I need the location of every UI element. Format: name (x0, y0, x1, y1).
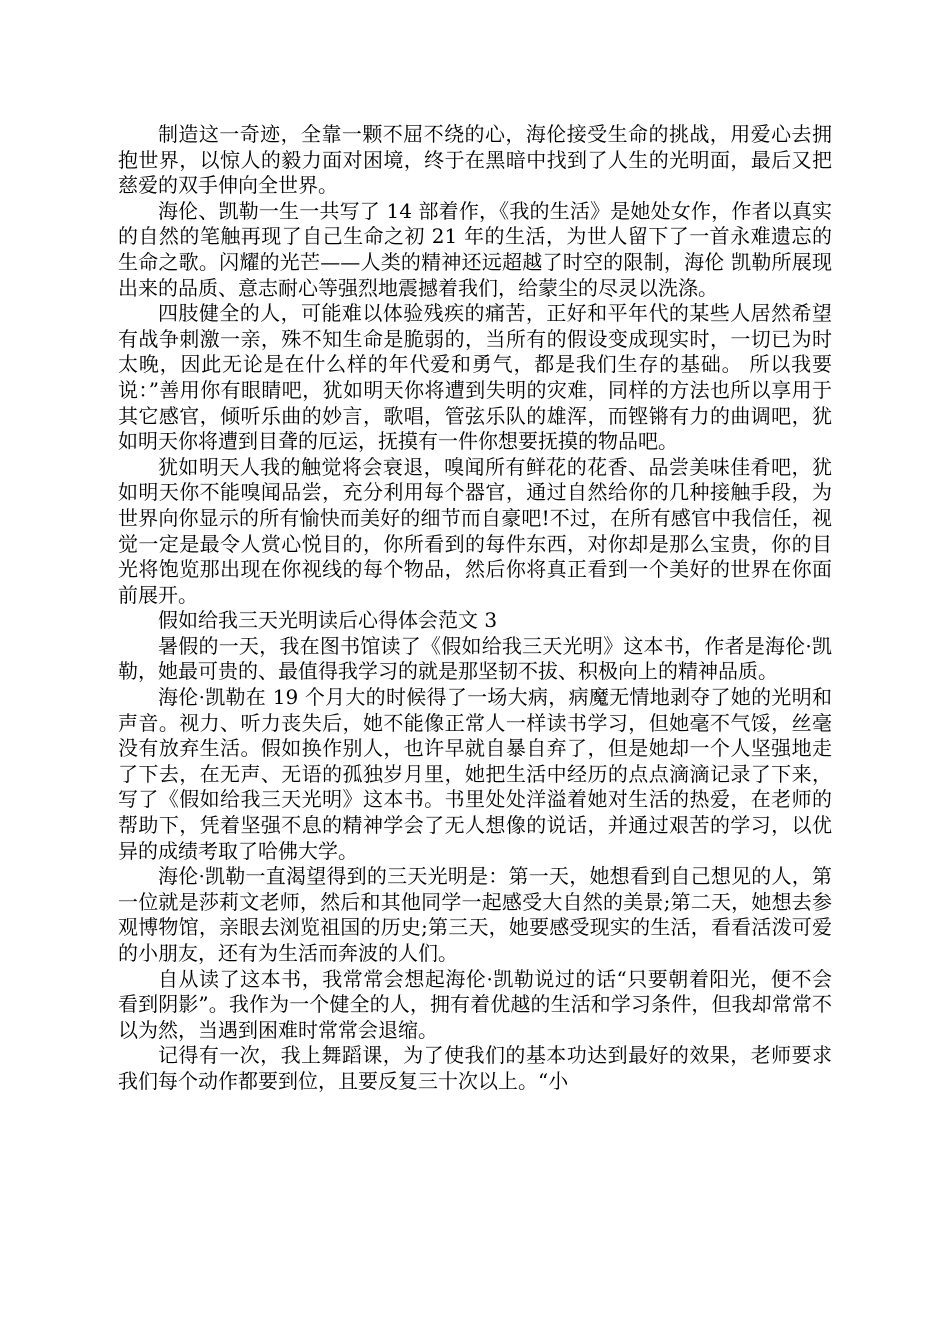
section-paragraph-2: 海伦·凯勒在 19 个月大的时候得了一场大病，病魔无情地剥夺了她的光明和声音。视力、听力丧失后，她不能像正常人一样读书学习，但她毫不气馁，丝毫没有放弃生活。假如换作别人，也许早就自暴自弃了，但是她却一个人坚强地走了下去，在无声、无语的孤独岁月里，她把生活中经历的点点滴滴记录了下来，写了《假如给我三天光明》这本书。书里处处洋溢着她对生活的热爱，在老师的帮助下，凭着坚强不息的精神学会了无人想像的说话，并通过艰苦的学习，以优异的成绩考取了哈佛大学。 (118, 685, 832, 863)
section-paragraph-1: 暑假的一天，我在图书馆读了《假如给我三天光明》这本书，作者是海伦·凯勒，她最可贵的、最值得我学习的就是那坚韧不拔、积极向上的精神品质。 (118, 633, 832, 684)
section-paragraph-4: 自从读了这本书，我常常会想起海伦·凯勒说过的话“只要朝着阳光，便不会看到阴影”。我作为一个健全的人，拥有着优越的生活和学习条件，但我却常常不以为然，当遇到困难时常常会退缩。 (118, 966, 832, 1042)
paragraph-4: 犹如明天人我的触觉将会衰退，嗅闻所有鲜花的花香、品尝美味佳肴吧，犹如明天你不能嗅闻品尝，充分利用每个器官，通过自然给你的几种接触手段，为世界向你显示的所有愉快而美好的细节而自豪吧!不过，在所有感官中我信任，视觉一定是最令人赏心悦目的，你所看到的每件东西，对你却是那么宝贵，你的目光将饱览那出现在你视线的每个物品，然后你将真正看到一个美好的世界在你面前展开。 (118, 454, 832, 607)
section-paragraph-3: 海伦·凯勒一直渴望得到的三天光明是：第一天，她想看到自己想见的人，第一位就是莎莉文老师，然后和其他同学一起感受大自然的美景;第二天，她想去参观博物馆，亲眼去浏览祖国的历史;第三天，她要感受现实的生活，看看活泼可爱的小朋友，还有为生活而奔波的人们。 (118, 864, 832, 965)
paragraph-3: 四肢健全的人，可能难以体验残疾的痛苦，正好和平年代的某些人居然希望有战争刺激一亲，殊不知生命是脆弱的，当所有的假设变成现实时，一切已为时太晚，因此无论是在什么样的年代爱和勇气，都是我们生存的基础。 所以我要说：”善用你有眼睛吧，犹如明天你将遭到失明的灾难，同样的方法也所以享用于其它感官，倾听乐曲的妙言，歌唱，管弦乐队的雄浑，而铿锵有力的曲调吧，犹如明天你将遭到目聋的厄运，抚摸有一件你想要抚摸的物品吧。 (118, 301, 832, 454)
document-page (118, 122, 832, 1095)
paragraph-1: 制造这一奇迹，全靠一颗不屈不绕的心，海伦接受生命的挑战，用爱心去拥抱世界，以惊人的毅力面对困境，终于在黑暗中找到了人生的光明面，最后又把慈爱的双手伸向全世界。 (118, 122, 832, 198)
paragraph-2: 海伦、凯勒一生一共写了 14 部着作，《我的生活》是她处女作，作者以真实的自然的笔触再现了自己生命之初 21 年的生活，为世人留下了一首永难遗忘的生命之歌。闪耀的光芒——人类的精神还远超越了时空的限制，海伦 凯勒所展现出来的品质、意志耐心等强烈地震撼着我们，给蒙尘的尽灵以洗涤。 (118, 198, 832, 300)
section-title: 假如给我三天光明读后心得体会范文 3 (158, 608, 498, 633)
section-paragraph-5: 记得有一次，我上舞蹈课，为了使我们的基本功达到最好的效果，老师要求我们每个动作都要到位，且要反复三十次以上。“小 (118, 1043, 832, 1093)
